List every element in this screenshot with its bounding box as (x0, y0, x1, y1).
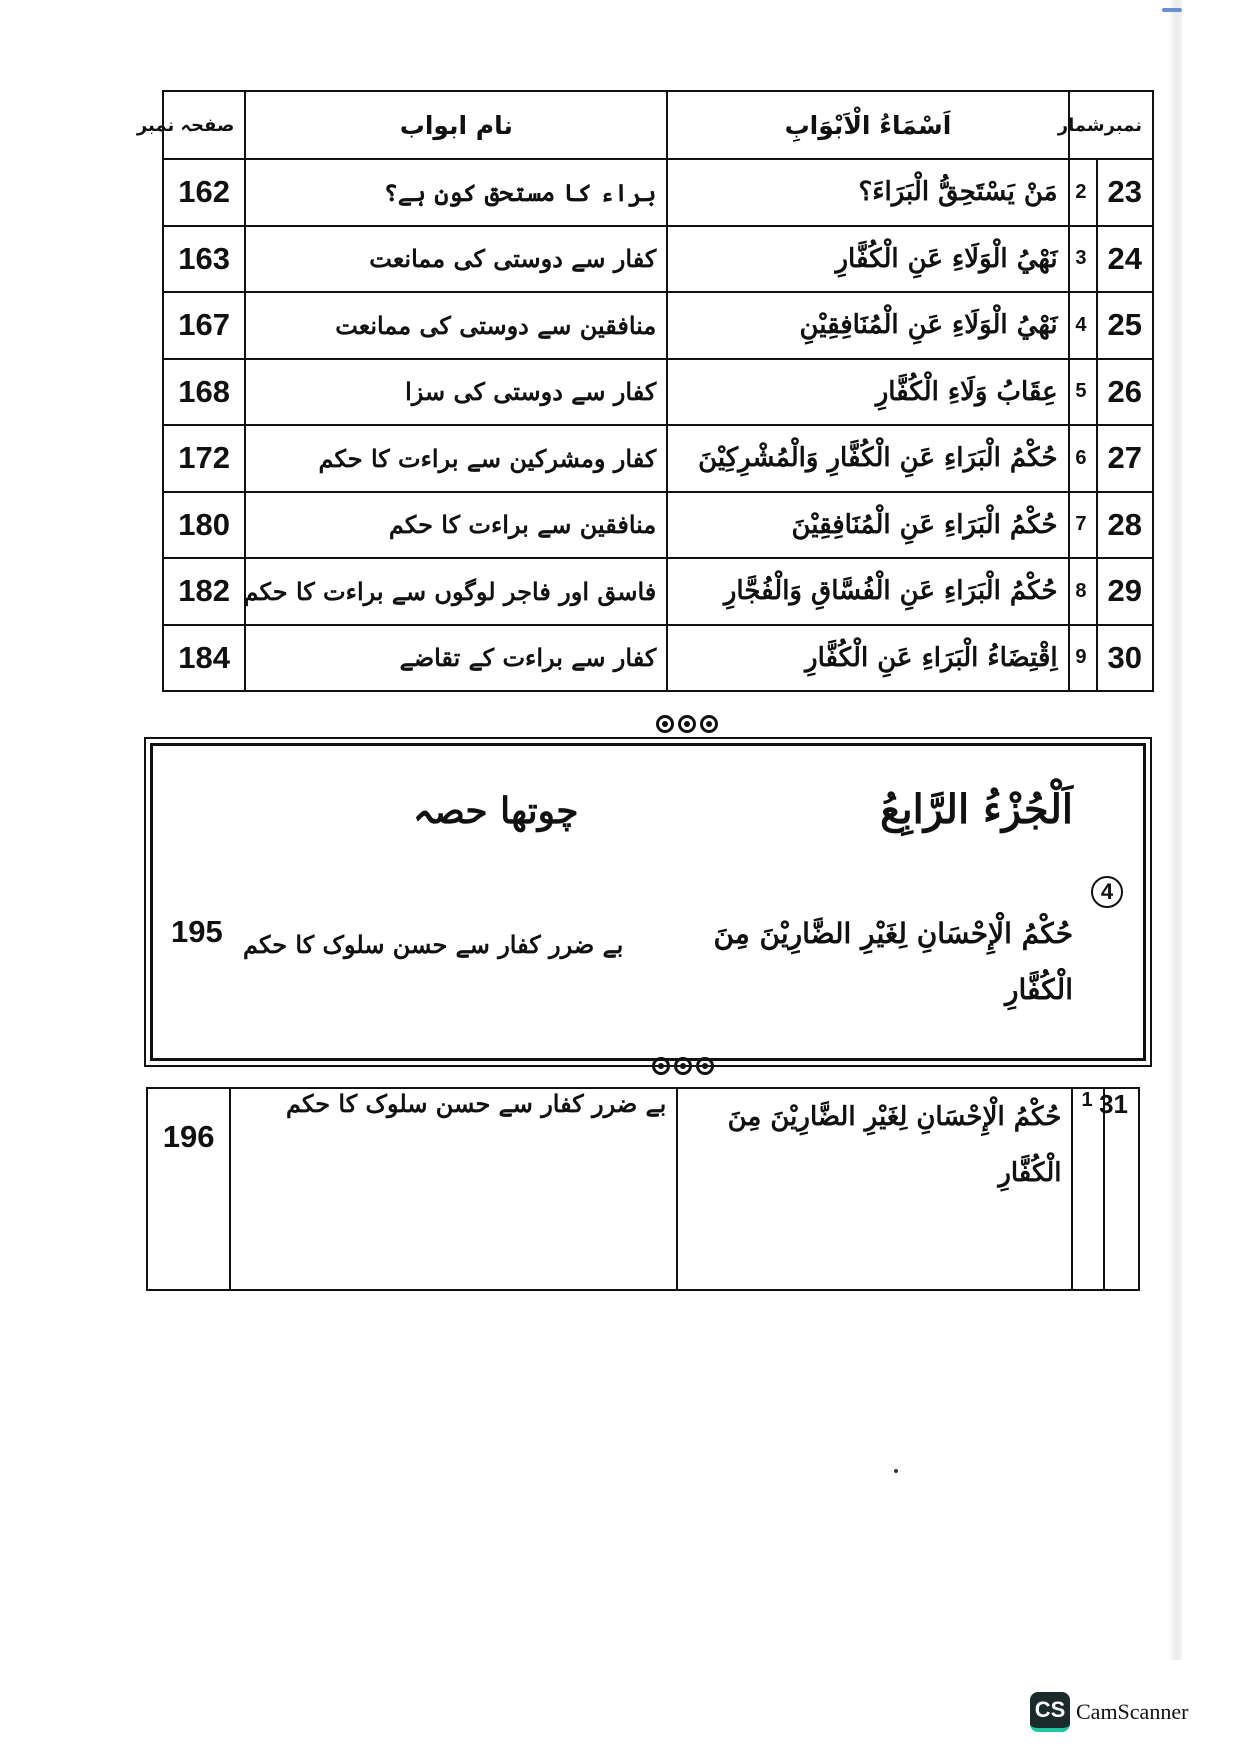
table-row (163, 492, 1153, 559)
table-row (163, 159, 1153, 226)
arabic-title: حُكْمُ الْإِحْسَانِ لِغَيْرِ الضَّارِيْنَ مِنَ الْكُفَّارِ (677, 1088, 1072, 1290)
sub-number: 7 (1069, 492, 1098, 559)
sub-number: 4 (1069, 292, 1098, 359)
urdu-title: بے ضرر کفار سے حسن سلوک کا حکم (230, 1088, 677, 1290)
serial-number: 31 (1104, 1088, 1139, 1290)
scan-corner-mark (1162, 8, 1182, 12)
page-number: 172 (163, 425, 245, 492)
table-row (163, 292, 1153, 359)
page-number: 182 (163, 558, 245, 625)
sub-number: 2 (1069, 159, 1098, 226)
serial-number: 26 (1097, 359, 1153, 426)
table-row (163, 625, 1153, 692)
arabic-title: نَهْيُ الْوَلَاءِ عَنِ الْكُفَّارِ (667, 226, 1068, 293)
part-urdu-entry: بے ضرر کفار سے حسن سلوک کا حکم (243, 930, 624, 959)
serial-number: 23 (1097, 159, 1153, 226)
page-number: 162 (163, 159, 245, 226)
urdu-title: کفار ومشرکین سے براءت کا حکم (245, 425, 667, 492)
urdu-title: منافقین سے دوستی کی ممانعت (245, 292, 667, 359)
arabic-titles-header: اَسْمَاءُ الْاَبْوَابِ (667, 91, 1068, 159)
urdu-title: کفار سے براءت کے تقاضے (245, 625, 667, 692)
sub-number: 6 (1069, 425, 1098, 492)
toc-table (136, 90, 1154, 692)
part-arabic-title: اَلْجُزْءُ الرَّابِعُ (880, 786, 1073, 833)
circle-ornament-icon (700, 715, 718, 733)
circle-ornament-icon (696, 1057, 714, 1075)
camscanner-text: CamScanner (1076, 1699, 1189, 1724)
urdu-title: کفار سے دوستی کی ممانعت (245, 226, 667, 293)
serial-number: 29 (1097, 558, 1153, 625)
circle-ornament-icon (656, 715, 674, 733)
arabic-title: اِقْتِضَاءُ الْبَرَاءِ عَنِ الْكُفَّارِ (667, 625, 1068, 692)
part-heading-box (150, 743, 1146, 1061)
serial-header: نمبرشمار (1069, 91, 1153, 159)
camscanner-logo-icon: CS (1030, 1692, 1070, 1732)
urdu-title: منافقین سے براءت کا حکم (245, 492, 667, 559)
camscanner-watermark (1030, 1692, 1188, 1732)
table-row (163, 558, 1153, 625)
serial-number: 27 (1097, 425, 1153, 492)
arabic-title: حُكْمُ الْبَرَاءِ عَنِ الْفُسَّاقِ وَالْفُجَّارِ (667, 558, 1068, 625)
arabic-title: حُكْمُ الْبَرَاءِ عَنِ الْكُفَّارِ وَالْمُشْرِكِيْنَ (667, 425, 1068, 492)
table-row (147, 1088, 1139, 1290)
scan-speck (894, 1469, 898, 1473)
page-number: 196 (147, 1088, 230, 1290)
serial-number: 28 (1097, 492, 1153, 559)
part-arabic-entry: حُكْمُ الْإِحْسَانِ لِغَيْرِ الضَّارِيْنَ مِنَ الْكُفَّارِ (713, 917, 1073, 1006)
page-number: 163 (163, 226, 245, 293)
arabic-title: حُكْمُ الْبَرَاءِ عَنِ الْمُنَافِقِيْنَ (667, 492, 1068, 559)
toc-table-part-four (146, 1087, 1140, 1291)
page-number: 180 (163, 492, 245, 559)
section-divider-ornament (652, 1057, 714, 1081)
page-number: 168 (163, 359, 245, 426)
arabic-title: نَهْيُ الْوَلَاءِ عَنِ الْمُنَافِقِيْنِ (667, 292, 1068, 359)
serial-number: 30 (1097, 625, 1153, 692)
urdu-titles-header: نام ابواب (245, 91, 667, 159)
serial-number: 25 (1097, 292, 1153, 359)
part-urdu-title: چوتھا حصہ (413, 790, 579, 832)
page-number: 167 (163, 292, 245, 359)
sub-number: 1 (1072, 1088, 1103, 1290)
urdu-title: کفار سے دوستی کی سزا (245, 359, 667, 426)
sub-number: 3 (1069, 226, 1098, 293)
circle-ornament-icon (652, 1057, 670, 1075)
arabic-title: عِقَابُ وَلَاءِ الْكُفَّارِ (667, 359, 1068, 426)
arabic-title: مَنْ يَسْتَحِقُّ الْبَرَاءَ؟ (667, 159, 1068, 226)
circle-ornament-icon (678, 715, 696, 733)
part-page-number: 195 (171, 914, 223, 949)
sub-number: 9 (1069, 625, 1098, 692)
section-divider-ornament (656, 715, 718, 739)
serial-number: 24 (1097, 226, 1153, 293)
toc-header-row (163, 91, 1153, 159)
circle-ornament-icon (674, 1057, 692, 1075)
scan-page-edge (1168, 0, 1182, 1660)
page-number: 184 (163, 625, 245, 692)
table-row (163, 226, 1153, 293)
sub-number: 8 (1069, 558, 1098, 625)
part-number-badge: 4 (1091, 876, 1123, 908)
urdu-title: فاسق اور فاجر لوگوں سے براءت کا حکم (245, 558, 667, 625)
table-row (163, 359, 1153, 426)
urdu-title: براء کا مستحق کون ہے؟ (245, 159, 667, 226)
table-row (163, 425, 1153, 492)
page-header: صفحہ نمبر (163, 91, 245, 159)
sub-number: 5 (1069, 359, 1098, 426)
